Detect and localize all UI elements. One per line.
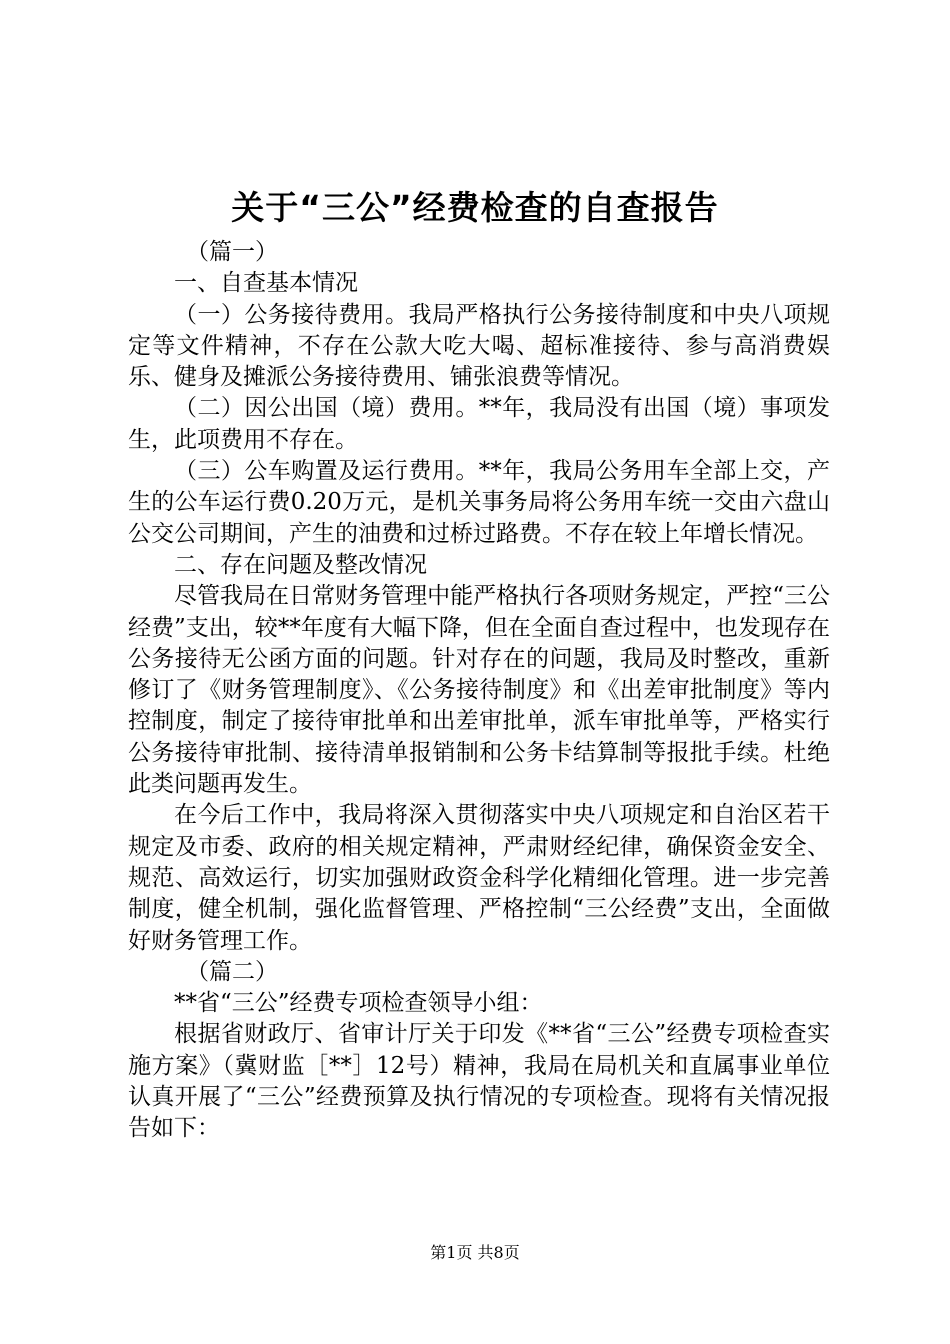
document-title: 关于“三公”经费检查的自查报告 — [231, 188, 719, 227]
page-footer: 第1页 共8页 — [430, 1243, 520, 1262]
paragraph: 尽管我局在日常财务管理中能严格执行各项财务规定，严控“三公经费”支出，较**年度有大幅下降，但在全面自查过程中，也发现存在公务接待无公函方面的问题。针对存在的问题，我局及时整改，重新修订了《财务管理制度》、《公务接待制度》和《出差审批制度》等内控制度，制定了接待审批单和出差审批单，派车审批单等，严格实行公务接待审批制、接待清单报销制和公务卡结算制等报批手续。杜绝此类问题再发生。 — [128, 583, 830, 798]
section-heading-2: 二、存在问题及整改情况 — [174, 551, 427, 578]
section-heading-1: 一、自查基本情况 — [174, 270, 358, 297]
section-label-part-two: （篇二） — [186, 958, 278, 985]
paragraph: （一）公务接待费用。我局严格执行公务接待制度和中央八项规定等文件精神，不存在公款大吃大喝、超标准接待、参与高消费娱乐、健身及摊派公务接待费用、铺张浪费等情况。 — [128, 301, 830, 391]
document-body — [128, 237, 830, 1145]
paragraph: （三）公车购置及运行费用。**年，我局公务用车全部上交，产生的公车运行费0.20万元，是机关事务局将公务用车统一交由六盘山公交公司期间，产生的油费和过桥过路费。不存在较上年增长情况。 — [128, 458, 830, 547]
paragraph: （二）因公出国（境）费用。**年，我局没有出国（境）事项发生，此项费用不存在。 — [128, 395, 830, 453]
paragraph: 根据省财政厅、省审计厅关于印发《**省“三公”经费专项检查实施方案》（冀财监［**］12号）精神，我局在局机关和直属事业单位认真开展了“三公”经费预算及执行情况的专项检查。现将有关情况报告如下： — [128, 1021, 830, 1142]
salutation: **省“三公”经费专项检查领导小组： — [174, 990, 543, 1017]
paragraph: 在今后工作中，我局将深入贯彻落实中央八项规定和自治区若干规定及市委、政府的相关规定精神，严肃财经纪律，确保资金安全、规范、高效运行，切实加强财政资金科学化精细化管理。进一步完善制度，健全机制，强化监督管理、严格控制“三公经费”支出，全面做好财务管理工作。 — [128, 802, 830, 954]
section-label-part-one: （篇一） — [186, 239, 278, 265]
